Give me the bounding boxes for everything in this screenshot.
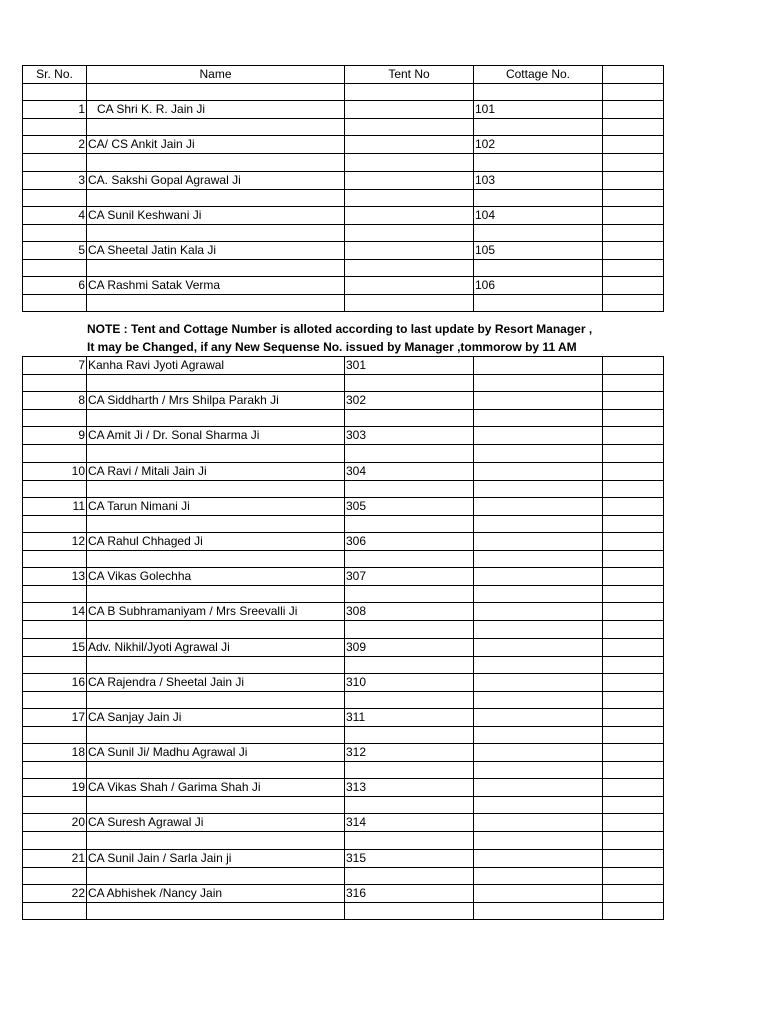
name-cell [87, 691, 345, 708]
spacer-row [23, 445, 664, 462]
extra-cell [603, 726, 664, 743]
extra-cell [603, 101, 664, 119]
spacer-row [23, 586, 664, 603]
cottage-cell [474, 726, 603, 743]
tent-cell: 304 [345, 462, 474, 480]
sr-cell [23, 762, 87, 779]
tent-cell: 311 [345, 708, 474, 726]
cottage-cell [474, 410, 603, 427]
extra-cell [603, 797, 664, 814]
tent-cell [345, 867, 474, 884]
name-cell: CA Tarun Nimani Ji [87, 497, 345, 515]
extra-cell [603, 673, 664, 691]
note-line-1: NOTE : Tent and Cottage Number is alloted according to last update by Resort Manager , [87, 322, 593, 336]
cottage-cell: 104 [474, 206, 603, 224]
extra-cell [603, 136, 664, 154]
tent-cell [345, 277, 474, 295]
name-cell [87, 726, 345, 743]
cottage-cell [474, 656, 603, 673]
sr-cell [23, 445, 87, 462]
tent-cell: 303 [345, 427, 474, 445]
name-cell: CA Abhishek /Nancy Jain [87, 884, 345, 902]
sr-cell [23, 797, 87, 814]
cottage-cell [474, 497, 603, 515]
sr-cell: 4 [23, 206, 87, 224]
spacer-row [23, 762, 664, 779]
name-cell [87, 375, 345, 392]
name-cell: CA Amit Ji / Dr. Sonal Sharma Ji [87, 427, 345, 445]
spacer-row [23, 189, 664, 206]
table-row [23, 171, 664, 189]
tent-cell [345, 241, 474, 259]
cottage-cell: 103 [474, 171, 603, 189]
cottage-cell [474, 744, 603, 762]
sr-cell: 9 [23, 427, 87, 445]
spacer-row [23, 515, 664, 532]
cottage-cell [474, 462, 603, 480]
cottage-cell [474, 691, 603, 708]
table-row [23, 462, 664, 480]
tent-cell [345, 832, 474, 849]
sr-cell [23, 189, 87, 206]
name-cell: Kanha Ravi Jyoti Agrawal [87, 357, 345, 375]
cottage-cell [474, 392, 603, 410]
tent-cell [345, 726, 474, 743]
extra-cell [603, 603, 664, 621]
spacer-row [23, 295, 664, 312]
extra-cell [603, 295, 664, 312]
cottage-cell [474, 568, 603, 586]
tent-cell [345, 375, 474, 392]
tent-cell [345, 119, 474, 136]
sr-cell: 3 [23, 171, 87, 189]
sr-cell: 5 [23, 241, 87, 259]
cottage-cell [474, 603, 603, 621]
extra-cell [603, 241, 664, 259]
name-cell [87, 224, 345, 241]
cottage-cell [474, 154, 603, 171]
name-cell [87, 550, 345, 567]
tent-cell [345, 171, 474, 189]
cottage-cell [474, 867, 603, 884]
table-row [23, 814, 664, 832]
cottage-cell [474, 515, 603, 532]
extra-cell [603, 867, 664, 884]
tent-cell [345, 259, 474, 276]
name-cell [87, 295, 345, 312]
tent-cell [345, 691, 474, 708]
sr-cell: 12 [23, 532, 87, 550]
sr-cell: 18 [23, 744, 87, 762]
extra-cell [603, 224, 664, 241]
sr-cell [23, 621, 87, 638]
cottage-cell [474, 902, 603, 919]
cottage-cell [474, 797, 603, 814]
name-cell: Adv. Nikhil/Jyoti Agrawal Ji [87, 638, 345, 656]
cottage-cell: 105 [474, 241, 603, 259]
name-cell [87, 480, 345, 497]
sr-cell: 14 [23, 603, 87, 621]
tent-cell [345, 550, 474, 567]
extra-cell [603, 832, 664, 849]
header-tent-no: Tent No [345, 66, 474, 84]
extra-cell [603, 586, 664, 603]
extra-cell [603, 691, 664, 708]
tent-cell [345, 224, 474, 241]
name-cell [87, 867, 345, 884]
sr-cell: 11 [23, 497, 87, 515]
header-name: Name [87, 66, 345, 84]
table-row [23, 673, 664, 691]
extra-cell [603, 884, 664, 902]
sr-cell: 16 [23, 673, 87, 691]
sr-cell [23, 375, 87, 392]
name-cell: CA Sheetal Jatin Kala Ji [87, 241, 345, 259]
cottage-cell [474, 550, 603, 567]
name-cell [87, 797, 345, 814]
sr-cell [23, 832, 87, 849]
tent-cell [345, 656, 474, 673]
header-row [23, 66, 664, 84]
spacer-row [23, 375, 664, 392]
cottage-cell [474, 375, 603, 392]
sr-cell: 21 [23, 849, 87, 867]
tent-cell: 308 [345, 603, 474, 621]
name-cell: CA Suresh Agrawal Ji [87, 814, 345, 832]
name-cell: CA B Subhramaniyam / Mrs Sreevalli Ji [87, 603, 345, 621]
extra-cell [603, 814, 664, 832]
name-cell [87, 189, 345, 206]
extra-cell [603, 462, 664, 480]
tent-cell [345, 206, 474, 224]
cottage-allotment-table [22, 65, 664, 312]
cottage-cell [474, 621, 603, 638]
sr-cell [23, 867, 87, 884]
tent-cell: 301 [345, 357, 474, 375]
tent-cell [345, 515, 474, 532]
tent-cell: 313 [345, 779, 474, 797]
name-cell [87, 84, 345, 101]
cottage-cell [474, 779, 603, 797]
tent-cell [345, 84, 474, 101]
tent-cell [345, 101, 474, 119]
name-cell: CA Vikas Golechha [87, 568, 345, 586]
spacer-row [23, 480, 664, 497]
extra-cell [603, 154, 664, 171]
extra-cell [603, 762, 664, 779]
tent-cell [345, 762, 474, 779]
extra-cell [603, 497, 664, 515]
name-cell: CA Siddharth / Mrs Shilpa Parakh Ji [87, 392, 345, 410]
sr-cell [23, 656, 87, 673]
cottage-cell [474, 480, 603, 497]
name-cell: CA Sunil Ji/ Madhu Agrawal Ji [87, 744, 345, 762]
tent-cell [345, 136, 474, 154]
name-cell [87, 410, 345, 427]
sr-cell: 22 [23, 884, 87, 902]
tent-cell [345, 410, 474, 427]
extra-cell [603, 445, 664, 462]
header-sr-no: Sr. No. [23, 66, 87, 84]
name-cell [87, 656, 345, 673]
cottage-cell [474, 295, 603, 312]
sr-cell [23, 550, 87, 567]
spacer-row [23, 867, 664, 884]
sr-cell: 19 [23, 779, 87, 797]
tent-cell: 306 [345, 532, 474, 550]
extra-cell [603, 206, 664, 224]
extra-cell [603, 568, 664, 586]
table-row [23, 136, 664, 154]
name-cell: CA Rashmi Satak Verma [87, 277, 345, 295]
name-cell [87, 762, 345, 779]
sr-cell: 8 [23, 392, 87, 410]
spacer-row [23, 154, 664, 171]
sr-cell [23, 119, 87, 136]
sr-cell: 2 [23, 136, 87, 154]
name-cell [87, 119, 345, 136]
extra-cell [603, 357, 664, 375]
sr-cell [23, 515, 87, 532]
table-row [23, 568, 664, 586]
extra-cell [603, 638, 664, 656]
cottage-cell [474, 884, 603, 902]
spacer-row [23, 691, 664, 708]
name-cell: CA Ravi / Mitali Jain Ji [87, 462, 345, 480]
tent-cell [345, 902, 474, 919]
cottage-cell [474, 708, 603, 726]
name-cell: CA/ CS Ankit Jain Ji [87, 136, 345, 154]
tent-cell [345, 797, 474, 814]
cottage-cell [474, 532, 603, 550]
spacer-row [23, 621, 664, 638]
cottage-cell [474, 445, 603, 462]
tent-cell [345, 621, 474, 638]
tent-cell [345, 445, 474, 462]
header-cottage-no: Cottage No. [474, 66, 603, 84]
name-cell: CA Vikas Shah / Garima Shah Ji [87, 779, 345, 797]
extra-cell [603, 708, 664, 726]
table-row [23, 849, 664, 867]
table-row [23, 497, 664, 515]
sr-cell [23, 691, 87, 708]
name-cell: CA Sunil Keshwani Ji [87, 206, 345, 224]
table-row [23, 708, 664, 726]
sr-cell: 20 [23, 814, 87, 832]
table-row [23, 392, 664, 410]
sr-cell [23, 295, 87, 312]
sr-cell [23, 480, 87, 497]
table-row [23, 603, 664, 621]
sr-cell [23, 902, 87, 919]
sr-cell: 7 [23, 357, 87, 375]
cottage-cell [474, 84, 603, 101]
tent-cell: 302 [345, 392, 474, 410]
name-cell: CA Rahul Chhaged Ji [87, 532, 345, 550]
tent-cell [345, 189, 474, 206]
extra-cell [603, 550, 664, 567]
name-cell [87, 515, 345, 532]
spacer-row [23, 119, 664, 136]
name-cell: CA Sunil Jain / Sarla Jain ji [87, 849, 345, 867]
tent-cell: 307 [345, 568, 474, 586]
cottage-cell [474, 259, 603, 276]
cottage-cell: 106 [474, 277, 603, 295]
cottage-cell [474, 119, 603, 136]
sr-cell [23, 726, 87, 743]
tent-cell: 316 [345, 884, 474, 902]
spacer-row [23, 224, 664, 241]
table-row [23, 427, 664, 445]
sr-cell [23, 410, 87, 427]
sr-cell: 10 [23, 462, 87, 480]
cottage-cell [474, 832, 603, 849]
tent-cell: 310 [345, 673, 474, 691]
extra-cell [603, 410, 664, 427]
cottage-cell: 102 [474, 136, 603, 154]
cottage-cell [474, 638, 603, 656]
extra-cell [603, 189, 664, 206]
name-cell: CA Sanjay Jain Ji [87, 708, 345, 726]
sr-cell [23, 84, 87, 101]
spacer-row [23, 259, 664, 276]
name-cell [87, 259, 345, 276]
extra-cell [603, 259, 664, 276]
table-row [23, 884, 664, 902]
spacer-row [23, 410, 664, 427]
extra-cell [603, 84, 664, 101]
extra-cell [603, 779, 664, 797]
sr-cell [23, 224, 87, 241]
cottage-cell [474, 814, 603, 832]
table-row [23, 277, 664, 295]
extra-cell [603, 277, 664, 295]
spacer-row [23, 550, 664, 567]
extra-cell [603, 119, 664, 136]
sr-cell: 17 [23, 708, 87, 726]
name-cell: CA. Sakshi Gopal Agrawal Ji [87, 171, 345, 189]
tent-cell: 309 [345, 638, 474, 656]
name-cell [87, 586, 345, 603]
cottage-cell [474, 427, 603, 445]
name-cell [87, 902, 345, 919]
spacer-row [23, 726, 664, 743]
extra-cell [603, 656, 664, 673]
sr-cell: 13 [23, 568, 87, 586]
spacer-row [23, 797, 664, 814]
tent-cell: 315 [345, 849, 474, 867]
spacer-row [23, 902, 664, 919]
extra-cell [603, 171, 664, 189]
cottage-cell [474, 673, 603, 691]
tent-cell [345, 295, 474, 312]
cottage-cell [474, 586, 603, 603]
extra-cell [603, 902, 664, 919]
cottage-cell [474, 849, 603, 867]
tent-cell [345, 586, 474, 603]
table-row [23, 101, 664, 119]
sr-cell [23, 259, 87, 276]
name-cell [87, 445, 345, 462]
table-row [23, 357, 664, 375]
tent-cell: 312 [345, 744, 474, 762]
extra-cell [603, 849, 664, 867]
name-cell [87, 832, 345, 849]
sr-cell [23, 154, 87, 171]
sr-cell: 1 [23, 101, 87, 119]
name-cell: CA Shri K. R. Jain Ji [87, 101, 345, 119]
extra-cell [603, 621, 664, 638]
tent-cell [345, 154, 474, 171]
table-row [23, 532, 664, 550]
extra-cell [603, 515, 664, 532]
table-row [23, 744, 664, 762]
extra-cell [603, 744, 664, 762]
cottage-cell [474, 224, 603, 241]
extra-cell [603, 392, 664, 410]
sr-cell: 6 [23, 277, 87, 295]
sr-cell [23, 586, 87, 603]
spacer-row [23, 656, 664, 673]
cottage-cell: 101 [474, 101, 603, 119]
table-row [23, 638, 664, 656]
tent-cell: 305 [345, 497, 474, 515]
extra-cell [603, 480, 664, 497]
table-row [23, 241, 664, 259]
tent-allotment-table [22, 356, 664, 920]
name-cell [87, 154, 345, 171]
table-row [23, 779, 664, 797]
sr-cell: 15 [23, 638, 87, 656]
cottage-cell [474, 189, 603, 206]
note-line-2: It may be Changed, if any New Sequense No. issued by Manager ,tommorow by 11 AM [87, 340, 577, 354]
spacer-row [23, 84, 664, 101]
cottage-cell [474, 762, 603, 779]
cottage-cell [474, 357, 603, 375]
extra-cell [603, 427, 664, 445]
tent-cell [345, 480, 474, 497]
spacer-row [23, 832, 664, 849]
name-cell [87, 621, 345, 638]
tent-cell: 314 [345, 814, 474, 832]
extra-cell [603, 532, 664, 550]
table-row [23, 206, 664, 224]
header-extra-cell [603, 66, 664, 84]
extra-cell [603, 375, 664, 392]
name-cell: CA Rajendra / Sheetal Jain Ji [87, 673, 345, 691]
